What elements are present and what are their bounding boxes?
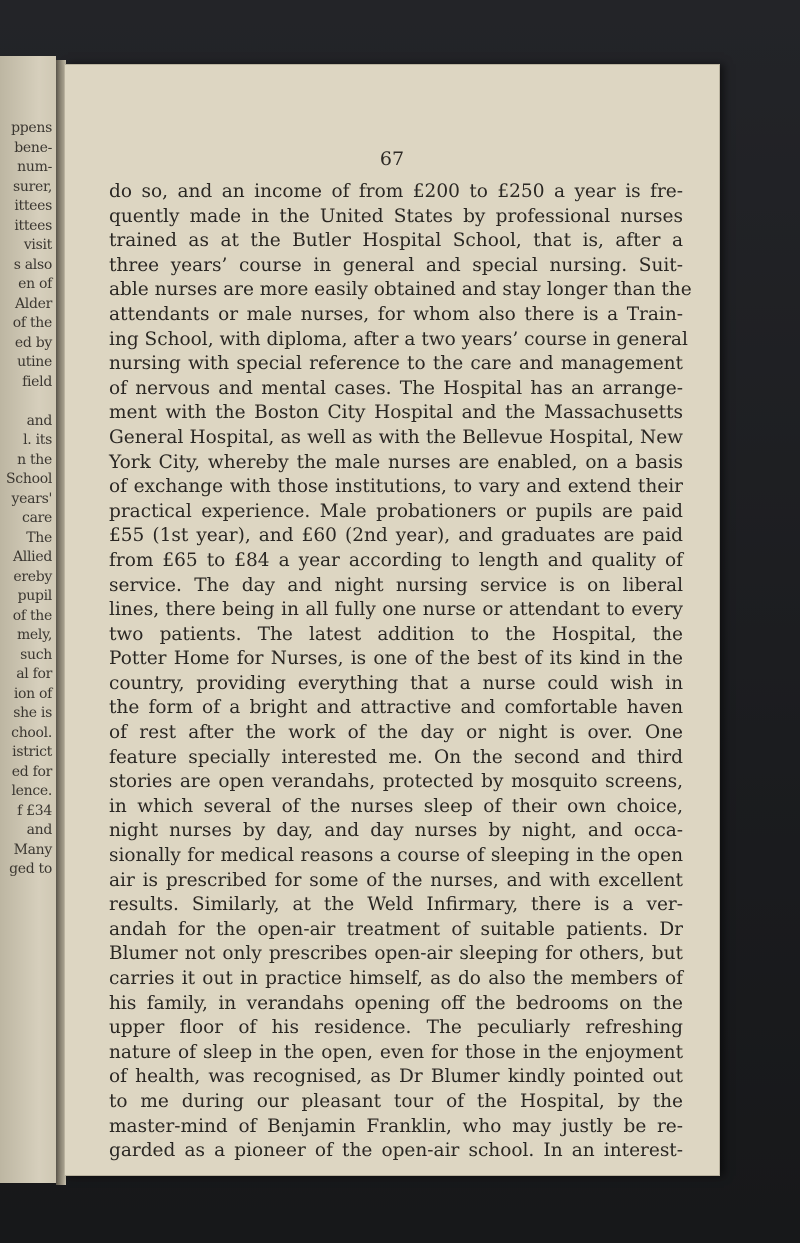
left-page-fragment: School — [6, 471, 52, 487]
left-page-fragment: utine — [17, 354, 52, 370]
text-line: feature specially interested me. On the second and third — [109, 746, 683, 768]
text-line: two patients. The latest addition to the Hospital, the — [109, 623, 683, 645]
text-line: garded as a pioneer of the open-air school. In an interest- — [109, 1140, 683, 1162]
text-line: upper floor of his residence. The peculiarly refreshing — [109, 1017, 683, 1039]
left-page-edge — [0, 56, 56, 1183]
text-line: General Hospital, as well as with the Bellevue Hospital, New — [109, 426, 683, 448]
left-page-fragment: bene- — [14, 139, 52, 156]
text-line: stories are open verandahs, protected by mosquito screens, — [109, 771, 683, 793]
text-line: Blumer not only prescribes open-air sleeping for others, but — [109, 943, 683, 965]
text-line: his family, in verandahs opening off the bedrooms on the — [109, 992, 683, 1014]
left-page-fragment: she is — [13, 705, 52, 721]
left-page-fragment: chool. — [11, 724, 52, 741]
text-line: ment with the Boston City Hospital and the Massachusetts — [109, 402, 683, 424]
left-page-fragment: visit — [23, 237, 52, 253]
text-line: of exchange with those institutions, to vary and extend their — [109, 476, 683, 498]
text-line: sionally for medical reasons a course of sleeping in the open — [109, 845, 683, 867]
text-line: of health, was recognised, as Dr Blumer kindly pointed out — [109, 1066, 683, 1088]
left-page-fragment: en of — [18, 276, 52, 292]
left-page-fragment: l. its — [23, 432, 52, 448]
text-line: do so, and an income of from £200 to £250 a year is fre- — [109, 181, 683, 202]
left-page-fragment: n the — [17, 451, 52, 468]
text-line: lines, there being in all fully one nurse or attendant to every — [109, 599, 683, 621]
left-page-fragment: The — [26, 529, 52, 546]
page-number: 67 — [379, 148, 405, 170]
left-page-fragment: ittees — [14, 198, 52, 214]
text-line: practical experience. Male probationers or pupils are paid — [109, 500, 683, 522]
text-line: ing School, with diploma, after a two years’ course in general — [109, 328, 688, 350]
left-page-fragment: Many — [13, 841, 52, 858]
text-line: country, providing everything that a nurse could wish in — [109, 672, 683, 694]
text-line: York City, whereby the male nurses are enabled, on a basis — [109, 451, 683, 473]
left-page-fragment: Allied — [13, 549, 52, 565]
body-text — [109, 180, 692, 1164]
text-line: the form of a bright and attractive and comfortable haven — [109, 697, 683, 719]
text-line: carries it out in practice himself, as do also the members of — [109, 968, 683, 989]
left-page-fragment: and — [26, 412, 52, 429]
left-page-fragment: ed for — [11, 763, 52, 780]
left-page-fragment: ion of — [13, 685, 52, 702]
text-line: master-mind of Benjamin Franklin, who may justly be re- — [109, 1115, 683, 1137]
text-line: Potter Home for Nurses, is one of the best of its kind in the — [109, 648, 683, 670]
left-page-fragment: s also — [13, 256, 52, 273]
book-page — [64, 64, 720, 1176]
left-page-fragment: of the — [12, 315, 52, 331]
text-line: of rest after the work of the day or night is over. One — [109, 722, 683, 744]
left-page-fragment: pupil — [17, 588, 52, 604]
text-line: nursing with special reference to the care and management — [109, 353, 683, 375]
text-line: air is prescribed for some of the nurses, and with excellent — [109, 869, 683, 891]
left-page-fragment: ppens — [11, 120, 52, 136]
left-page-fragment: Alder — [14, 295, 52, 312]
text-line: £55 (1st year), and £60 (2nd year), and graduates are paid — [109, 525, 683, 547]
text-line: trained as at the Butler Hospital School, that is, after a — [109, 230, 683, 252]
left-page-fragment: years' — [11, 490, 52, 507]
text-line: results. Similarly, at the Weld Infirmary, there is a ver- — [109, 894, 683, 916]
text-line: of nervous and mental cases. The Hospital has an arrange- — [109, 377, 683, 399]
text-line: andah for the open-air treatment of suitable patients. Dr — [109, 918, 683, 940]
text-line: attendants or male nurses, for whom also there is a Train- — [109, 303, 683, 325]
left-page-fragment: of the — [12, 607, 52, 624]
text-line: able nurses are more easily obtained and stay longer than the — [109, 279, 692, 301]
left-page-fragment: mely, — [16, 627, 52, 643]
text-line: night nurses by day, and day nurses by night, and occa- — [109, 820, 683, 842]
text-line: in which several of the nurses sleep of their own choice, — [109, 795, 683, 817]
left-page-fragment: ittees — [14, 217, 52, 234]
left-page-fragment: istrict — [12, 744, 52, 760]
left-page-fragment: al for — [16, 666, 52, 682]
left-page-fragment: surer, — [13, 178, 52, 195]
text-line: quently made in the United States by professional nurses — [109, 205, 683, 227]
left-page-fragment: care — [22, 510, 52, 526]
left-page-fragment: such — [20, 646, 52, 663]
left-page-fragment: f £34 — [17, 802, 52, 819]
left-page-fragment: field — [22, 373, 52, 390]
left-page-fragment: ed by — [14, 334, 52, 351]
text-line: three years’ course in general and special nursing. Suit- — [109, 254, 683, 276]
text-line: to me during our pleasant tour of the Hospital, by the — [109, 1090, 683, 1112]
left-page-fragment: and — [26, 822, 52, 838]
text-line: nature of sleep in the open, even for those in the enjoyment — [109, 1041, 683, 1063]
left-page-fragment: ged to — [9, 861, 52, 877]
text-line: from £65 to £84 a year according to length and quality of — [109, 549, 683, 571]
left-page-fragment: lence. — [11, 783, 52, 799]
left-page-fragment: ereby — [13, 568, 52, 585]
left-page-fragment: num- — [17, 159, 52, 175]
text-line: service. The day and night nursing service is on liberal — [109, 574, 683, 596]
